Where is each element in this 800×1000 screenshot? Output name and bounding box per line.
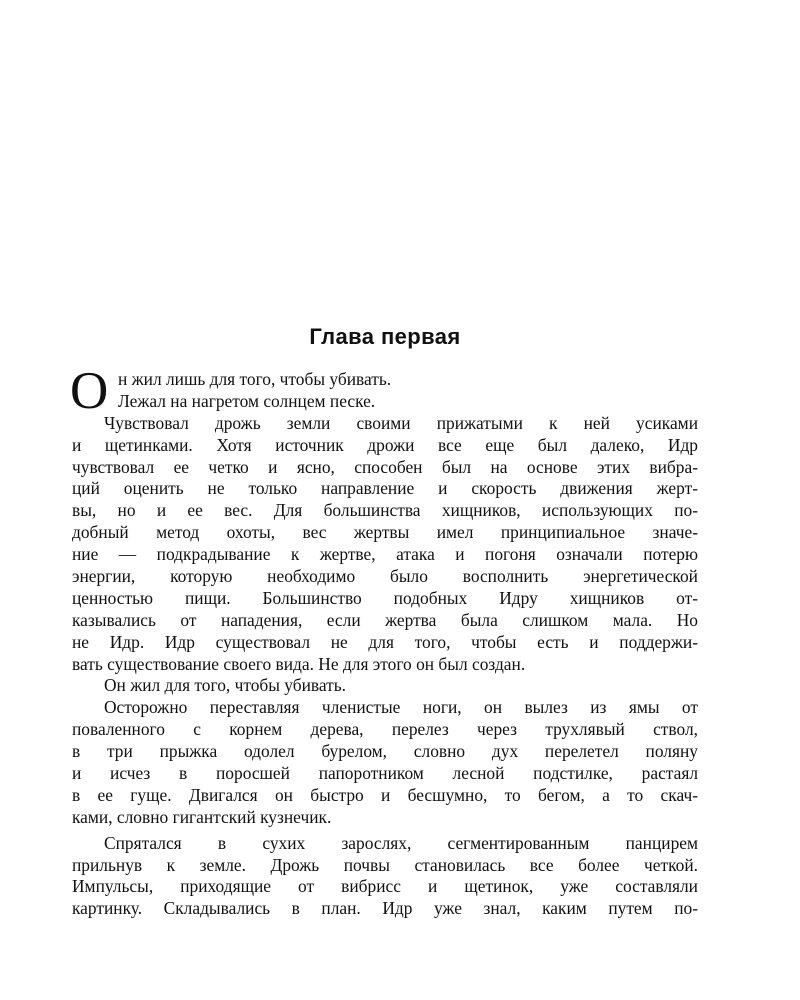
text-line: Он жил для того, чтобы убивать.: [104, 675, 347, 696]
text-line: Импульсы, приходящие от вибрисс и щетинок, уже составляли: [72, 876, 698, 897]
text-line: Спрятался в сухих зарослях, сегментированным панцирем: [104, 832, 698, 853]
text-line: Лежал на нагретом солнцем песке.: [118, 390, 376, 411]
text-line: картинку. Складывались в план. Идр уже знал, каким путем по-: [72, 898, 698, 919]
text-line: вать существование своего вида. Не для этого он был создан.: [72, 653, 526, 674]
text-line: Чувствовал дрожь земли своими прижатыми к ней усиками: [104, 412, 698, 433]
text-line: и щетинками. Хотя источник дрожи все еще был далеко, Идр: [72, 434, 698, 455]
text-line: прильнув к земле. Дрожь почвы становилась все более четкой.: [72, 854, 698, 875]
text-line: ций оценить не только направление и скорость движения жерт-: [72, 478, 698, 499]
text-line: ние — подкрадывание к жертве, атака и погоня означали потерю: [72, 544, 698, 565]
drop-cap: О: [70, 362, 109, 420]
chapter-title: Глава первая: [309, 324, 461, 349]
chapter-text: [70, 362, 698, 920]
text-line: Осторожно переставляя членистые ноги, он вылез из ямы от: [104, 697, 698, 718]
text-line: вы, но и ее вес. Для большинства хищников, использующих по-: [72, 500, 698, 521]
book-page: [72, 0, 698, 1000]
text-line: и исчез в поросшей папоротником лесной подстилке, растаял: [72, 763, 698, 784]
text-line: энергии, которую необходимо было восполнить энергетической: [72, 566, 698, 587]
text-line: в три прыжка одолел бурелом, словно дух перелетел поляну: [72, 741, 698, 762]
text-line: добный метод охоты, вес жертвы имел принципиальное значе-: [72, 522, 698, 543]
text-line: н жил лишь для того, чтобы убивать.: [118, 369, 392, 389]
text-line: ками, словно гигантский кузнечик.: [72, 806, 332, 827]
text-line: в ее гуще. Двигался он быстро и бесшумно, то бегом, а то скач-: [72, 784, 698, 805]
text-line: поваленного с корнем дерева, перелез через трухлявый ствол,: [72, 719, 698, 740]
text-line: ценностью пищи. Большинство подобных Идру хищников от-: [72, 587, 698, 608]
text-line: казывались от нападения, если жертва была слишком мала. Но: [72, 609, 698, 630]
text-line: не Идр. Идр существовал не для того, чтобы есть и поддержи-: [72, 631, 698, 652]
text-line: чувствовал ее четко и ясно, способен был на основе этих вибра-: [72, 456, 698, 477]
